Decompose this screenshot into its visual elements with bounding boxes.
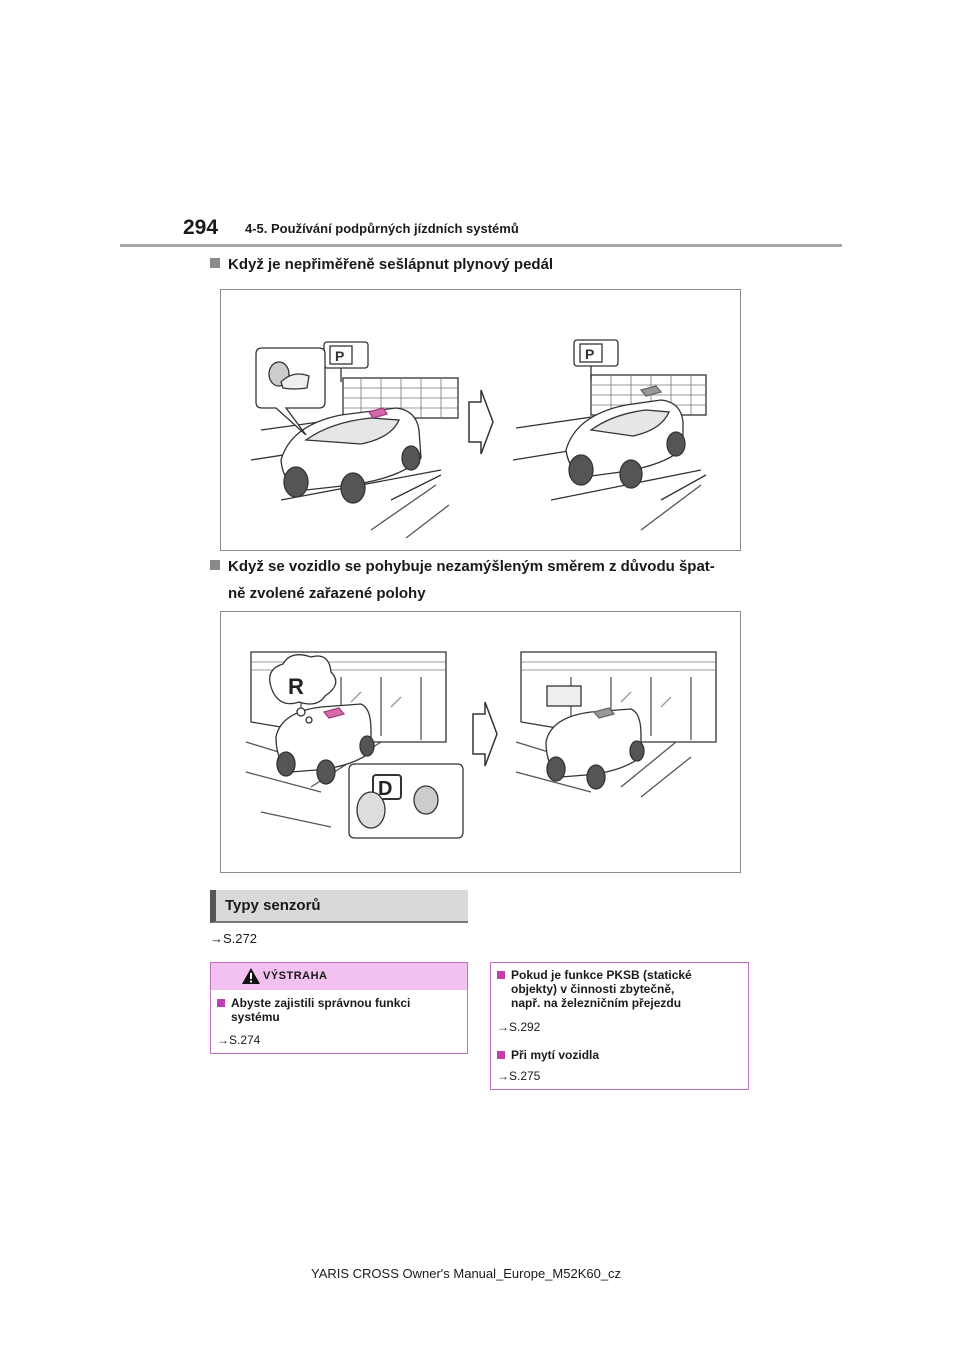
accelerator-section-heading: Když je nepřiměřeně sešlápnut plynový pedál	[210, 251, 553, 278]
accelerator-illustration	[220, 289, 741, 551]
warning-title: VÝSTRAHA	[263, 970, 328, 982]
gear-r-label: R	[288, 674, 304, 699]
bullet-square-icon	[217, 999, 225, 1007]
chapter-title: 4-5. Používání podpůrných jízdních systémů	[245, 221, 519, 236]
note-item-washing: Při mytí vozidla	[497, 1048, 599, 1062]
sensor-types-reference: →S.272	[210, 931, 257, 946]
warning-item-reference: →S.274	[217, 1033, 261, 1047]
wrong-gear-illustration	[220, 611, 741, 873]
wrong-gear-section-heading: Když se vozidlo se pohybuje nezamýšleným směrem z důvodu špat- ně zvolené zařazené polohy	[210, 553, 715, 607]
svg-text:P: P	[335, 348, 345, 364]
bullet-square-icon	[497, 971, 505, 979]
gear-d-label: D	[378, 778, 393, 800]
accelerator-scene-svg	[221, 290, 740, 550]
notes-box	[490, 962, 749, 1090]
warning-triangle-icon	[241, 967, 261, 985]
note-washing-reference: →S.275	[497, 1069, 541, 1083]
bullet-square-icon	[210, 258, 220, 268]
page-number: 294	[183, 216, 219, 239]
footer-manual-id: YARIS CROSS Owner's Manual_Europe_M52K60_cz	[311, 1266, 622, 1281]
bullet-square-icon	[210, 560, 220, 570]
header-divider	[120, 244, 842, 247]
note-pksb-reference: →S.292	[497, 1020, 541, 1034]
note-item-pksb: Pokud je funkce PKSB (statické objekty) v činnosti zbytečně, např. na železničním přejezdu	[497, 968, 692, 1010]
sensor-types-heading: Typy senzorů	[210, 890, 468, 923]
warning-box	[210, 962, 468, 1054]
svg-text:P: P	[585, 346, 595, 362]
warning-item-title: Abyste zajistili správnou funkci systému	[217, 996, 410, 1024]
bullet-square-icon	[497, 1051, 505, 1059]
warning-header	[211, 963, 467, 990]
